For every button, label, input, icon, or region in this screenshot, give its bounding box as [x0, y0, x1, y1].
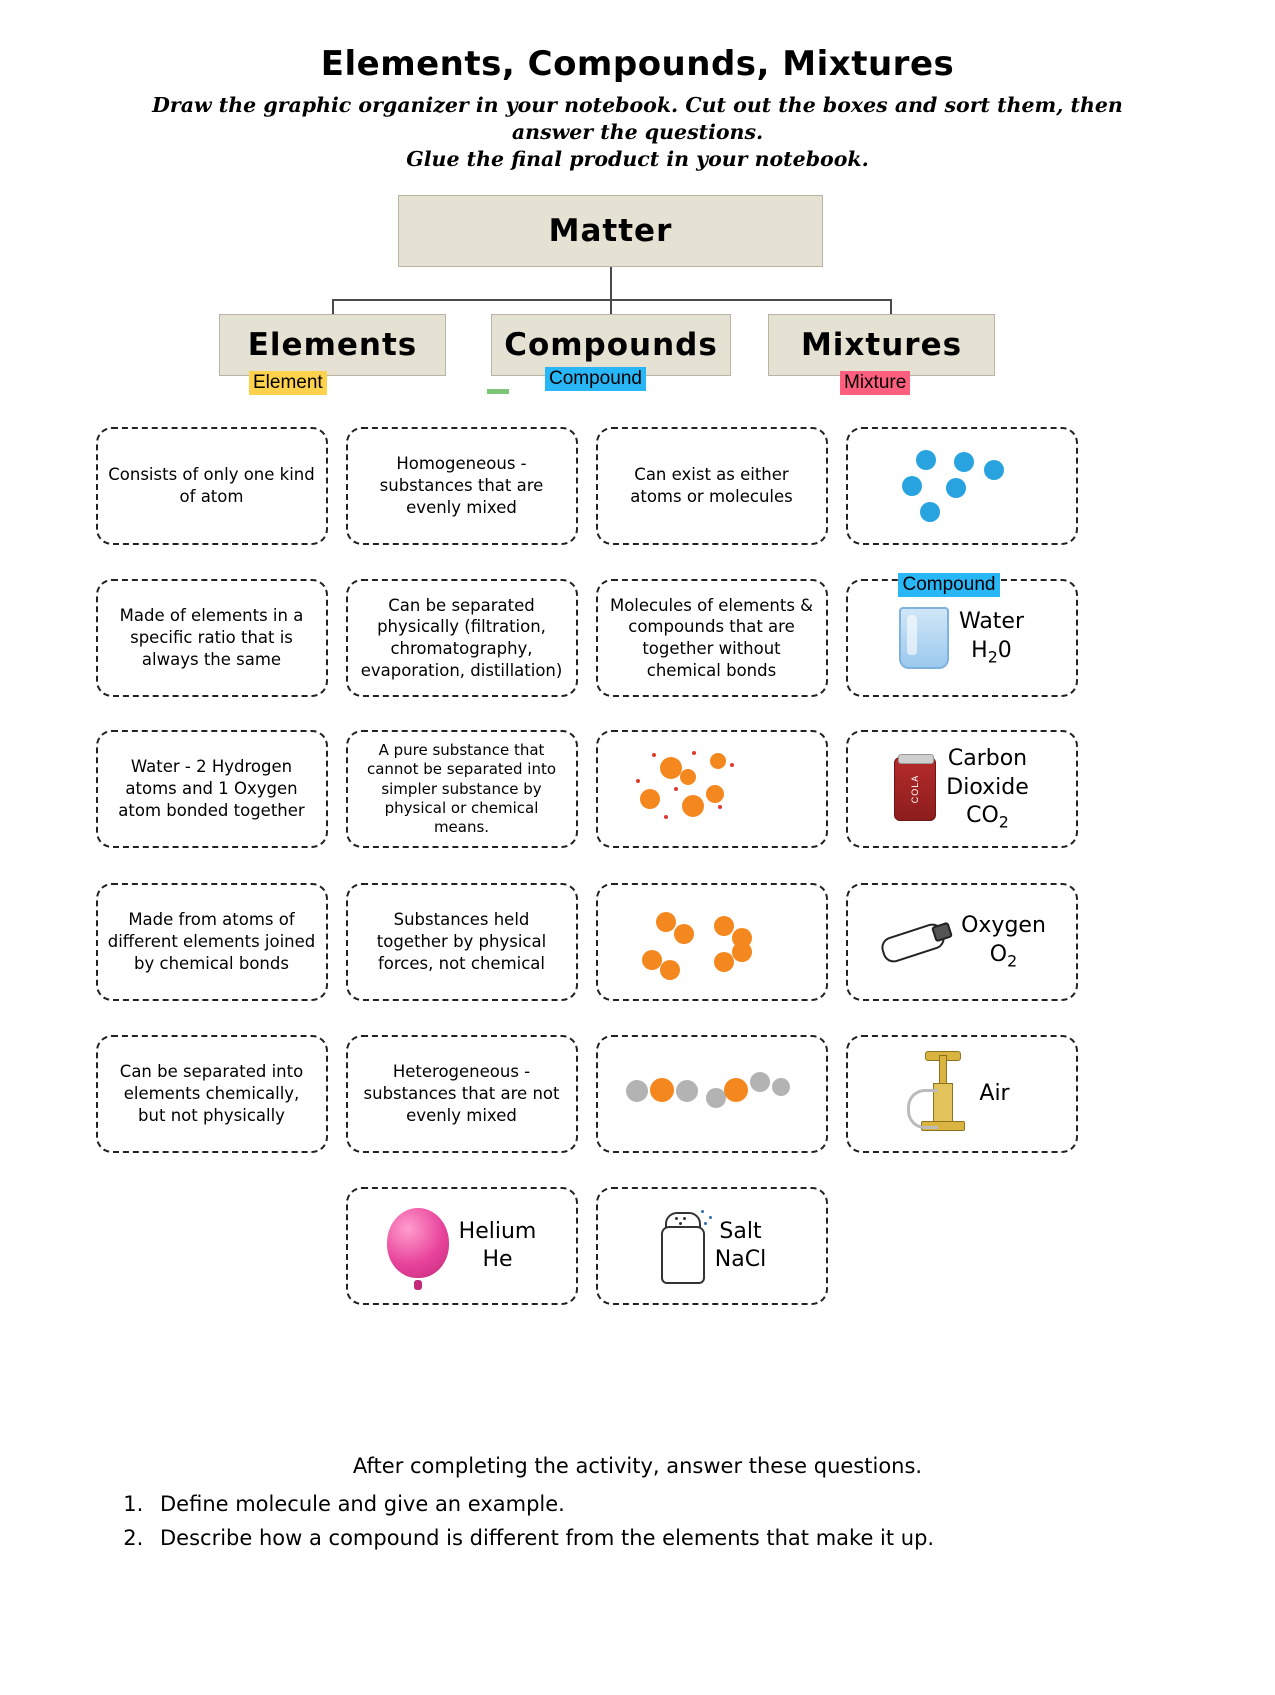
- card-orange-molecules-diagram: [596, 730, 828, 848]
- card-water-description: Water - 2 Hydrogen atoms and 1 Oxygen atom bonded together: [96, 730, 328, 848]
- card-blue-atoms-diagram: [846, 427, 1078, 545]
- card-compound-bonds: Made from atoms of different elements joined by chemical bonds: [96, 883, 328, 1001]
- card-physical-forces: Substances held together by physical forces, not chemical: [346, 883, 578, 1001]
- connector-vertical-elements: [332, 299, 334, 315]
- organizer-node-compounds: Compounds: [491, 314, 731, 376]
- air-label: Air: [979, 1080, 1010, 1106]
- card-oxygen: [846, 883, 1078, 1001]
- card-carbon-dioxide: [846, 730, 1078, 848]
- organizer-node-matter: Matter: [398, 195, 823, 267]
- instructions-line-2: answer the questions.: [511, 120, 764, 145]
- worksheet-page: [0, 44, 1275, 1695]
- instructions-line-1: Draw the graphic organizer in your notebook. Cut out the boxes and sort them, then: [152, 93, 1123, 117]
- air-pump-icon: [913, 1055, 969, 1133]
- card-gray-orange-chain-diagram: [596, 1035, 828, 1153]
- helium-label: Helium He: [458, 1218, 537, 1273]
- oxygen-tank-icon: [877, 920, 951, 964]
- card-orange-pairs-diagram: [596, 883, 828, 1001]
- footer-lead: After completing the activity, answer these questions.: [352, 1454, 923, 1478]
- water-glass-icon: [899, 607, 949, 669]
- connector-vertical-root: [610, 267, 612, 300]
- card-separated-physically: Can be separated physically (filtration, chromatography, evaporation, distillation): [346, 579, 578, 697]
- water-label: Water $H_20$: [958, 609, 1025, 667]
- green-highlight-mark: [487, 389, 509, 394]
- salt-shaker-icon: [657, 1210, 705, 1282]
- connector-vertical-mixtures: [890, 299, 892, 315]
- card-pure-substance: A pure substance that cannot be separated into simpler substance by physical or chemical means.: [346, 730, 578, 848]
- connector-vertical-compounds: [610, 299, 612, 315]
- card-element-definition: Consists of only one kind of atom: [96, 427, 328, 545]
- instructions: [0, 92, 1275, 173]
- organizer-node-elements: Elements: [219, 314, 446, 376]
- connector-horizontal: [332, 299, 892, 301]
- footer-questions: [0, 1454, 1275, 1555]
- gray-orange-chain-diagram: [622, 1054, 802, 1134]
- card-separated-chemically: Can be separated into elements chemically, but not physically: [96, 1035, 328, 1153]
- card-heterogeneous: Heterogeneous - substances that are not evenly mixed: [346, 1035, 578, 1153]
- blue-atoms-diagram: [872, 446, 1052, 526]
- organizer-node-mixtures: Mixtures: [768, 314, 995, 376]
- card-mixture-definition: Molecules of elements & compounds that are together without chemical bonds: [596, 579, 828, 697]
- card-helium: [346, 1187, 578, 1305]
- cola-can-icon: COLA: [894, 757, 936, 821]
- graphic-organizer: [0, 195, 1275, 415]
- oxygen-label: Oxygen $O_2$: [961, 913, 1046, 971]
- page-title: Elements, Compounds, Mixtures: [320, 44, 955, 84]
- card-water: [846, 574, 1078, 697]
- highlight-element: Element: [249, 371, 327, 395]
- question-1: 1. Define molecule and give an example.: [150, 1488, 1275, 1522]
- card-salt: [596, 1187, 828, 1305]
- orange-molecules-diagram: [622, 749, 802, 829]
- card-compound-ratio: Made of elements in a specific ratio that is always the same: [96, 579, 328, 697]
- highlight-compound: Compound: [545, 367, 646, 391]
- highlight-mixture: Mixture: [840, 371, 910, 395]
- question-2: 2. Describe how a compound is different from the elements that make it up.: [150, 1522, 1275, 1556]
- carbon-dioxide-label: Carbon Dioxide $CO_2$: [946, 746, 1029, 832]
- card-atoms-or-molecules: Can exist as either atoms or molecules: [596, 427, 828, 545]
- salt-label: Salt NaCl: [714, 1218, 767, 1273]
- instructions-line-3: Glue the final product in your notebook.: [406, 147, 869, 172]
- card-homogeneous: Homogeneous - substances that are evenly mixed: [346, 427, 578, 545]
- orange-pairs-diagram: [622, 902, 802, 982]
- balloon-icon: [387, 1208, 449, 1284]
- highlight-compound-water: Compound: [898, 573, 1001, 597]
- card-air: [846, 1035, 1078, 1153]
